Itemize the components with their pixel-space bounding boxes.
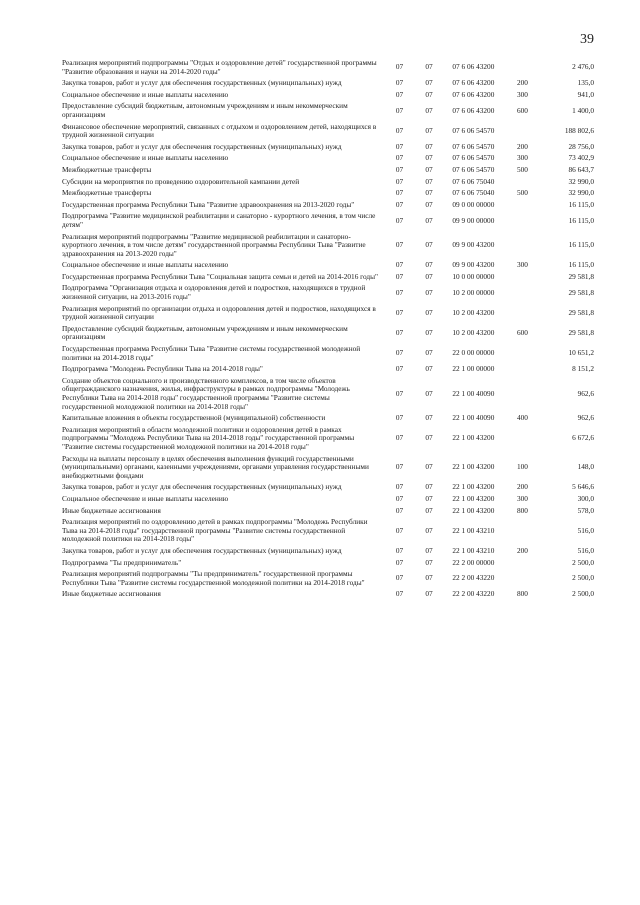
table-row xyxy=(62,260,594,272)
expense-type-cell: 600 xyxy=(516,328,528,338)
target-article-cell: 07 6 06 75040 xyxy=(452,176,495,186)
section-code-cell: 07 xyxy=(395,105,404,115)
target-article-cell: 22 2 00 00000 xyxy=(452,557,495,567)
expense-type-cell xyxy=(517,517,548,546)
expense-type-cell xyxy=(517,177,548,189)
section-code-cell: 07 xyxy=(395,433,404,443)
expense-type-cell: 200 xyxy=(516,78,528,88)
table-row xyxy=(62,232,594,261)
table-row xyxy=(62,376,594,413)
expense-type-cell xyxy=(517,58,548,78)
subsection-code-cell: 07 xyxy=(425,348,433,358)
amount-cell: 10 651,2 xyxy=(568,348,594,358)
subsection-code-cell: 07 xyxy=(425,271,433,281)
target-article-cell: 10 0 00 00000 xyxy=(452,271,495,281)
row-name-cell: Подпрограмма "Развитие медицинской реабилитации и санаторно - курортного лечения, в том числе детям" xyxy=(62,211,376,229)
table-row xyxy=(62,413,594,425)
target-article-cell: 09 9 00 43200 xyxy=(452,260,495,270)
budget-table-body xyxy=(62,58,594,601)
target-article-cell: 07 6 06 54570 xyxy=(452,141,495,151)
target-article-cell: 07 6 06 43200 xyxy=(452,89,495,99)
row-name-cell: Закупка товаров, работ и услуг для обеспечения государственных (муниципальных) нужд xyxy=(62,545,342,555)
amount-cell: 32 990,0 xyxy=(568,176,594,186)
section-code-cell: 07 xyxy=(395,589,404,599)
subsection-code-cell: 07 xyxy=(425,164,433,174)
amount-cell: 516,0 xyxy=(577,545,594,555)
table-row xyxy=(62,517,594,546)
expense-type-cell: 600 xyxy=(516,105,528,115)
section-code-cell: 07 xyxy=(395,557,404,567)
subsection-code-cell: 07 xyxy=(425,573,433,583)
target-article-cell: 22 1 00 43210 xyxy=(452,525,495,535)
expense-type-cell xyxy=(517,211,548,231)
target-article-cell: 07 6 06 43200 xyxy=(452,62,495,72)
row-name-cell: Социальное обеспечение и иные выплаты населению xyxy=(62,493,229,503)
amount-cell: 86 643,7 xyxy=(568,164,594,174)
subsection-code-cell: 07 xyxy=(425,505,433,515)
section-code-cell: 07 xyxy=(395,388,404,398)
section-code-cell: 07 xyxy=(395,199,404,209)
section-code-cell: 07 xyxy=(395,505,404,515)
section-code-cell: 07 xyxy=(395,164,404,174)
row-name-cell: Предоставление субсидий бюджетным, автономным учреждениям и иным некоммерческим организациям xyxy=(62,323,348,342)
expense-type-cell xyxy=(517,200,548,212)
target-article-cell: 22 2 00 43220 xyxy=(452,573,495,583)
expense-type-cell: 500 xyxy=(516,188,528,198)
amount-cell: 578,0 xyxy=(577,505,594,515)
section-code-cell: 07 xyxy=(395,215,404,225)
target-article-cell: 07 6 06 43200 xyxy=(452,105,495,115)
subsection-code-cell: 07 xyxy=(425,260,433,270)
subsection-code-cell: 07 xyxy=(425,525,433,535)
amount-cell: 135,0 xyxy=(577,78,594,88)
target-article-cell: 22 0 00 00000 xyxy=(452,348,495,358)
target-article-cell: 22 1 00 43200 xyxy=(452,505,495,515)
expense-type-cell: 300 xyxy=(516,89,528,99)
amount-cell: 29 581,8 xyxy=(568,287,594,297)
section-code-cell: 07 xyxy=(395,545,404,555)
expense-type-cell: 300 xyxy=(516,153,528,163)
table-row xyxy=(62,78,594,90)
expense-type-cell: 400 xyxy=(516,413,528,423)
section-code-cell: 07 xyxy=(395,525,404,535)
row-name-cell: Межбюджетные трансферты xyxy=(62,164,152,174)
expense-type-cell xyxy=(517,283,548,303)
amount-cell: 6 672,6 xyxy=(572,433,594,443)
subsection-code-cell: 07 xyxy=(425,413,433,423)
table-row xyxy=(62,482,594,494)
table-row xyxy=(62,188,594,200)
expense-type-cell: 500 xyxy=(516,164,528,174)
section-code-cell: 07 xyxy=(395,78,404,88)
section-code-cell: 07 xyxy=(395,573,404,583)
row-name-cell: Реализация мероприятий подпрограммы "Ты предприниматель" государственной программы Республики Тыва "Развитие системы государственной молодежной политики на 2014-2018 годы" xyxy=(62,569,365,587)
expense-type-cell xyxy=(517,122,548,142)
section-code-cell: 07 xyxy=(395,413,404,423)
target-article-cell: 09 9 00 00000 xyxy=(452,215,495,225)
section-code-cell: 07 xyxy=(395,493,404,503)
table-row xyxy=(62,425,594,454)
section-code-cell: 07 xyxy=(395,482,404,492)
target-article-cell: 10 2 00 43200 xyxy=(452,328,495,338)
target-article-cell: 07 6 06 43200 xyxy=(452,78,495,88)
amount-cell: 29 581,8 xyxy=(568,328,594,338)
target-article-cell: 22 1 00 43200 xyxy=(452,493,495,503)
amount-cell: 29 581,8 xyxy=(568,271,594,281)
table-row xyxy=(62,546,594,558)
row-name-cell: Финансовое обеспечение мероприятий, связанных с отдыхом и оздоровлением детей, находящихся в трудной жизненной ситуации xyxy=(62,121,377,140)
budget-table xyxy=(62,58,594,601)
row-name-cell: Субсидии на мероприятия по проведению оздоровительной кампании детей xyxy=(62,176,300,186)
amount-cell: 2 500,0 xyxy=(572,589,594,599)
expense-type-cell: 200 xyxy=(516,545,528,555)
section-code-cell: 07 xyxy=(395,328,404,338)
section-code-cell: 07 xyxy=(395,141,404,151)
subsection-code-cell: 07 xyxy=(425,176,433,186)
section-code-cell: 07 xyxy=(395,271,404,281)
table-row xyxy=(62,324,594,344)
table-row xyxy=(62,211,594,231)
subsection-code-cell: 07 xyxy=(425,364,433,374)
table-row xyxy=(62,90,594,102)
subsection-code-cell: 07 xyxy=(425,557,433,567)
amount-cell: 962,6 xyxy=(577,413,594,423)
amount-cell: 300,0 xyxy=(577,493,594,503)
section-code-cell: 07 xyxy=(395,153,404,163)
row-name-cell: Социальное обеспечение и иные выплаты населению xyxy=(62,260,229,270)
expense-type-cell: 100 xyxy=(516,462,528,472)
expense-type-cell: 300 xyxy=(516,493,528,503)
subsection-code-cell: 07 xyxy=(425,545,433,555)
row-name-cell: Социальное обеспечение и иные выплаты населению xyxy=(62,89,229,99)
section-code-cell: 07 xyxy=(395,260,404,270)
section-code-cell: 07 xyxy=(395,348,404,358)
section-code-cell: 07 xyxy=(395,240,404,250)
amount-cell: 2 500,0 xyxy=(572,557,594,567)
amount-cell: 1 400,0 xyxy=(572,105,594,115)
subsection-code-cell: 07 xyxy=(425,240,433,250)
row-name-cell: Иные бюджетные ассигнования xyxy=(62,589,161,599)
section-code-cell: 07 xyxy=(395,62,404,72)
table-row xyxy=(62,153,594,165)
row-name-cell: Государственная программа Республики Тыва "Социальная защита семьи и детей на 2014-2016 годы" xyxy=(62,271,379,281)
amount-cell: 516,0 xyxy=(577,525,594,535)
row-name-cell: Реализация мероприятий подпрограммы "Развитие медицинской реабилитации и санаторно-курортного лечения, в том числе детям" государственной программы Республики Тыва "Развитие здравоохранения на 2013-2020 годы" xyxy=(62,231,366,258)
target-article-cell: 22 1 00 43200 xyxy=(452,482,495,492)
row-name-cell: Предоставление субсидий бюджетным, автономным учреждениям и иным некоммерческим организациям xyxy=(62,101,348,119)
target-article-cell: 10 2 00 00000 xyxy=(452,287,495,297)
subsection-code-cell: 07 xyxy=(425,141,433,151)
target-article-cell: 22 1 00 00000 xyxy=(452,364,495,374)
amount-cell: 148,0 xyxy=(577,462,594,472)
amount-cell: 16 115,0 xyxy=(568,199,594,209)
subsection-code-cell: 07 xyxy=(425,287,433,297)
row-name-cell: Иные бюджетные ассигнования xyxy=(62,505,161,515)
target-article-cell: 22 1 00 40090 xyxy=(452,388,495,398)
amount-cell: 962,6 xyxy=(577,388,594,398)
section-code-cell: 07 xyxy=(395,176,404,186)
section-code-cell: 07 xyxy=(395,188,404,198)
table-row xyxy=(62,304,594,324)
subsection-code-cell: 07 xyxy=(425,462,433,472)
subsection-code-cell: 07 xyxy=(425,78,433,88)
row-name-cell: Реализация мероприятий подпрограммы "Отдых и оздоровление детей" государственной программы "Развитие образования и науки на 2014-2020 годы" xyxy=(62,58,377,76)
subsection-code-cell: 07 xyxy=(425,215,433,225)
expense-type-cell xyxy=(517,364,548,376)
subsection-code-cell: 07 xyxy=(425,388,433,398)
table-row xyxy=(62,364,594,376)
table-row xyxy=(62,558,594,570)
expense-type-cell xyxy=(517,344,548,364)
row-name-cell: Подпрограмма "Ты предприниматель" xyxy=(62,557,182,567)
row-name-cell: Закупка товаров, работ и услуг для обеспечения государственных (муниципальных) нужд xyxy=(62,482,342,492)
row-name-cell: Реализация мероприятий в области молодежной политики и оздоровления детей в рамках подпрограммы "Молодежь Республики Тыва на 2014-2018 годы" государственной программы "Развитие системы государственной молодежной политики на 2014-2018 годы" xyxy=(62,424,355,451)
amount-cell: 16 115,0 xyxy=(568,240,594,250)
row-name-cell: Государственная программа Республики Тыва "Развитие здравоохранения на 2013-2020 годы" xyxy=(62,199,355,209)
target-article-cell: 22 1 00 43210 xyxy=(452,545,495,555)
expense-type-cell xyxy=(517,425,548,454)
target-article-cell: 07 6 06 54570 xyxy=(452,153,495,163)
amount-cell: 29 581,8 xyxy=(568,307,594,317)
target-article-cell: 09 0 00 00000 xyxy=(452,199,495,209)
expense-type-cell: 300 xyxy=(516,260,528,270)
target-article-cell: 10 2 00 43200 xyxy=(452,307,495,317)
subsection-code-cell: 07 xyxy=(425,62,433,72)
subsection-code-cell: 07 xyxy=(425,199,433,209)
row-name-cell: Капитальные вложения в объекты государственной (муниципальной) собственности xyxy=(62,413,326,423)
table-row xyxy=(62,494,594,506)
target-article-cell: 09 9 00 43200 xyxy=(452,240,495,250)
amount-cell: 8 151,2 xyxy=(572,364,594,374)
table-row xyxy=(62,454,594,483)
subsection-code-cell: 07 xyxy=(425,433,433,443)
subsection-code-cell: 07 xyxy=(425,589,433,599)
amount-cell: 941,0 xyxy=(577,89,594,99)
row-name-cell: Подпрограмма "Молодежь Республики Тыва на 2014-2018 годы" xyxy=(62,364,263,374)
subsection-code-cell: 07 xyxy=(425,482,433,492)
table-row xyxy=(62,200,594,212)
subsection-code-cell: 07 xyxy=(425,153,433,163)
expense-type-cell: 800 xyxy=(516,505,528,515)
amount-cell: 16 115,0 xyxy=(568,260,594,270)
section-code-cell: 07 xyxy=(395,307,404,317)
table-row xyxy=(62,58,594,78)
table-row xyxy=(62,569,594,589)
table-row xyxy=(62,589,594,601)
target-article-cell: 22 1 00 43200 xyxy=(452,433,495,443)
subsection-code-cell: 07 xyxy=(425,307,433,317)
target-article-cell: 22 1 00 43200 xyxy=(452,462,495,472)
row-name-cell: Социальное обеспечение и иные выплаты населению xyxy=(62,153,229,163)
expense-type-cell xyxy=(517,376,548,413)
amount-cell: 28 756,0 xyxy=(568,141,594,151)
amount-cell: 73 402,9 xyxy=(568,153,594,163)
section-code-cell: 07 xyxy=(395,125,404,135)
expense-type-cell xyxy=(517,232,548,261)
amount-cell: 32 990,0 xyxy=(568,188,594,198)
row-name-cell: Реализация мероприятий по организации отдыха и оздоровления детей и подростков, находящихся в трудной жизненной ситуации xyxy=(62,303,376,322)
expense-type-cell: 800 xyxy=(516,589,528,599)
section-code-cell: 07 xyxy=(395,462,404,472)
expense-type-cell xyxy=(517,569,548,589)
section-code-cell: 07 xyxy=(395,364,404,374)
page-number: 39 xyxy=(580,32,594,47)
row-name-cell: Закупка товаров, работ и услуг для обеспечения государственных (муниципальных) нужд xyxy=(62,141,342,151)
amount-cell: 2 476,0 xyxy=(572,62,594,72)
subsection-code-cell: 07 xyxy=(425,125,433,135)
amount-cell: 2 500,0 xyxy=(572,573,594,583)
row-name-cell: Межбюджетные трансферты xyxy=(62,188,152,198)
amount-cell: 16 115,0 xyxy=(568,215,594,225)
expense-type-cell: 200 xyxy=(516,141,528,151)
table-row xyxy=(62,283,594,303)
table-row xyxy=(62,101,594,121)
table-row xyxy=(62,272,594,284)
expense-type-cell xyxy=(517,272,548,284)
table-row xyxy=(62,506,594,518)
expense-type-cell xyxy=(517,304,548,324)
subsection-code-cell: 07 xyxy=(425,89,433,99)
section-code-cell: 07 xyxy=(395,89,404,99)
table-row xyxy=(62,165,594,177)
subsection-code-cell: 07 xyxy=(425,328,433,338)
section-code-cell: 07 xyxy=(395,287,404,297)
target-article-cell: 07 6 06 54570 xyxy=(452,164,495,174)
row-name-cell: Реализация мероприятий по оздоровлению детей в рамках подпрограммы "Молодежь Республики Тыва на 2014-2018 годы" государственной программы "Развитие системы государственной молодежной политики на 2014-2018 годы" xyxy=(62,517,368,544)
table-row xyxy=(62,142,594,154)
row-name-cell: Государственная программа Республики Тыва "Развитие системы государственной молодежной политики на 2014-2018 годы" xyxy=(62,344,361,362)
target-article-cell: 22 1 00 40090 xyxy=(452,413,495,423)
table-row xyxy=(62,122,594,142)
target-article-cell: 07 6 06 54570 xyxy=(452,125,495,135)
row-name-cell: Создание объектов социального и производственного комплексов, в том числе объектов общегражданского назначения, жилья, инфраструктуры в рамках подпрограммы "Молодежь Республики Тыва на 2014-2018 годы" государственной программы "Развитие системы государственной молодежной политики на 2014-2018 годы" xyxy=(62,375,350,411)
subsection-code-cell: 07 xyxy=(425,188,433,198)
table-row xyxy=(62,344,594,364)
expense-type-cell xyxy=(517,558,548,570)
amount-cell: 188 802,6 xyxy=(564,125,594,135)
row-name-cell: Расходы на выплаты персоналу в целях обеспечения выполнения функций государственными (муниципальными) органами, казенными учреждениями, органами управления государственными внебюджетными фондами xyxy=(62,453,369,480)
subsection-code-cell: 07 xyxy=(425,493,433,503)
target-article-cell: 22 2 00 43220 xyxy=(452,589,495,599)
row-name-cell: Подпрограмма "Организация отдыха и оздоровления детей и подростков, находящихся в трудной жизненной ситуации, на 2013-2016 годы" xyxy=(62,283,366,302)
subsection-code-cell: 07 xyxy=(425,105,433,115)
amount-cell: 5 646,6 xyxy=(572,482,594,492)
table-row xyxy=(62,177,594,189)
expense-type-cell: 200 xyxy=(516,482,528,492)
row-name-cell: Закупка товаров, работ и услуг для обеспечения государственных (муниципальных) нужд xyxy=(62,78,342,88)
target-article-cell: 07 6 06 75040 xyxy=(452,188,495,198)
